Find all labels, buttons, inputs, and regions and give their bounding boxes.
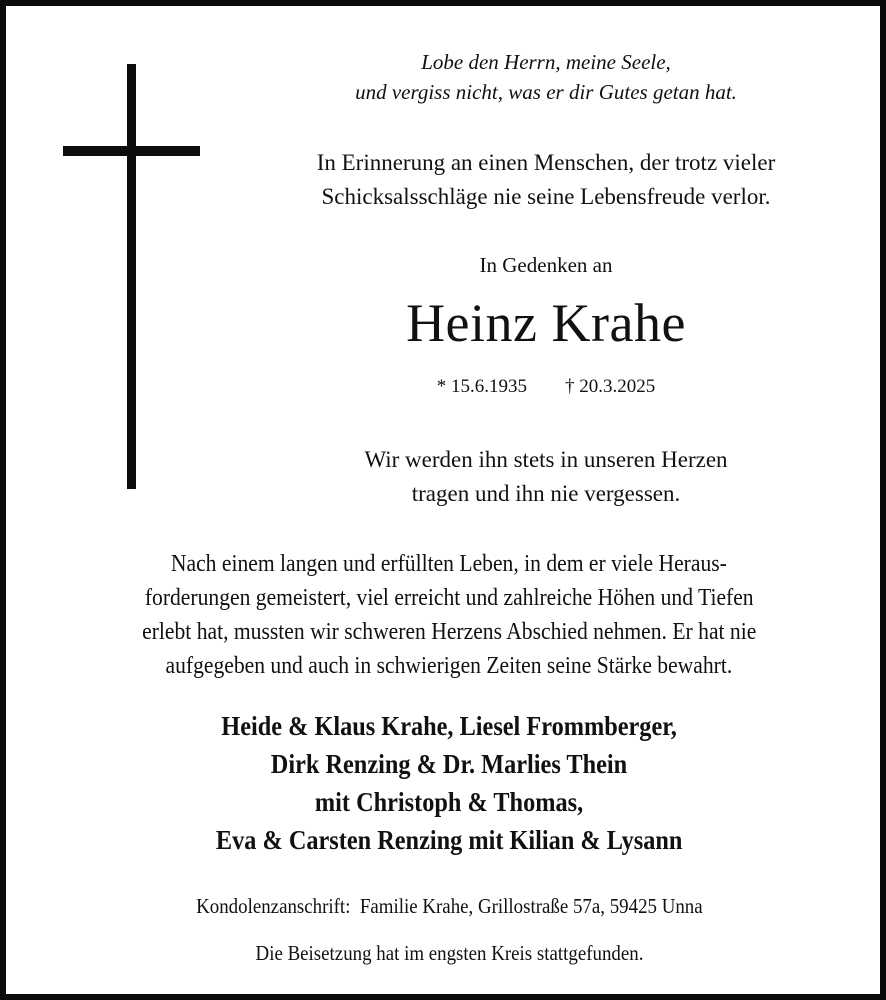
- intro-line-1: [256, 150, 836, 176]
- life-dates: [256, 376, 836, 398]
- body-line-3: [6, 619, 886, 646]
- mourners-line-2: [6, 749, 886, 780]
- remembrance-text: Wir werden ihn stets in unseren Herzen: [364, 447, 728, 472]
- remembrance-line-1: [256, 447, 836, 473]
- intro-text: Schicksalsschläge nie seine Lebensfreude verlor.: [321, 184, 771, 209]
- mourners-line-3: [6, 787, 886, 818]
- mourners-text: Dirk Renzing & Dr. Marlies Thein: [270, 749, 628, 779]
- cross-horizontal-bar: [63, 146, 200, 156]
- mourners-line-4: [6, 825, 886, 856]
- burial-note-text: Die Beisetzung hat im engsten Kreis stattgefunden.: [255, 941, 643, 965]
- condolence-address: [6, 894, 886, 919]
- body-text: aufgegeben und auch in schwierigen Zeiten seine Stärke bewahrt.: [165, 653, 733, 679]
- quote-line-2: [256, 80, 836, 105]
- body-line-4: [6, 653, 886, 680]
- remembrance-text: tragen und ihn nie vergessen.: [411, 481, 681, 506]
- mourners-text: mit Christoph & Thomas,: [314, 787, 584, 817]
- body-text: forderungen gemeistert, viel erreicht und zahlreiche Höhen und Tiefen: [144, 585, 754, 611]
- condolence-address-text: Kondolenzanschrift: Familie Krahe, Grillostraße 57a, 59425 Unna: [195, 894, 703, 918]
- cross-vertical-bar: [127, 64, 136, 489]
- quote-text: und vergiss nicht, was er dir Gutes getan hat.: [355, 80, 737, 104]
- deceased-name-text: Heinz Krahe: [406, 293, 686, 353]
- mourners-text: Heide & Klaus Krahe, Liesel Frommberger,: [221, 711, 677, 741]
- in-memory-label: [256, 253, 836, 278]
- body-line-1: [6, 551, 886, 578]
- intro-text: In Erinnerung an einen Menschen, der trotz vieler: [316, 150, 776, 175]
- mourners-line-1: [6, 711, 886, 742]
- body-text: Nach einem langen und erfüllten Leben, in dem er viele Heraus-: [171, 551, 727, 577]
- mourners-text: Eva & Carsten Renzing mit Kilian & Lysann: [215, 825, 683, 855]
- intro-line-2: [256, 184, 836, 210]
- death-date: † 20.3.2025: [565, 376, 656, 397]
- remembrance-line-2: [256, 481, 836, 507]
- body-text: erlebt hat, mussten wir schweren Herzens Abschied nehmen. Er hat nie: [141, 619, 757, 645]
- burial-note: [6, 941, 886, 966]
- quote-text: Lobe den Herrn, meine Seele,: [421, 50, 671, 74]
- deceased-name: [256, 292, 836, 354]
- birth-date: * 15.6.1935: [436, 376, 527, 397]
- quote-line-1: [256, 50, 836, 75]
- body-line-2: [6, 585, 886, 612]
- in-memory-text: In Gedenken an: [479, 253, 613, 277]
